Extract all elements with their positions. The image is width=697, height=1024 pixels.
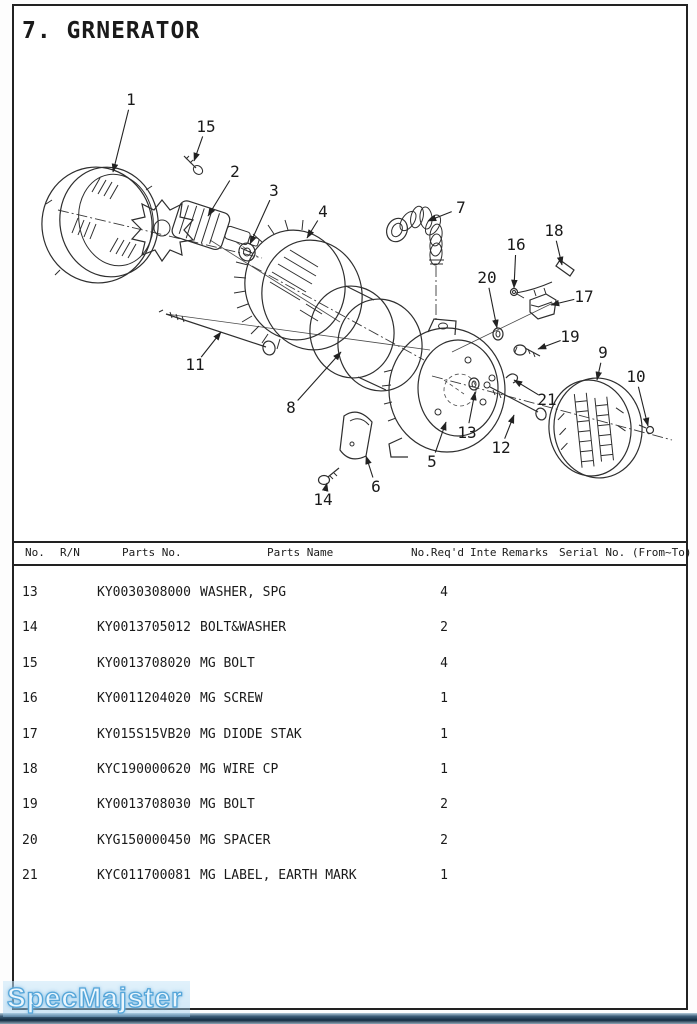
- cell-parts-no: KYC011700081: [97, 868, 191, 884]
- cell-parts-no: KYC190000620: [97, 762, 191, 777]
- part-7-flexible-duct: [383, 205, 444, 266]
- header-no: No.: [25, 546, 45, 559]
- cell-parts-no: KY0013708030: [97, 797, 191, 813]
- cell-parts-name: BOLT&WASHER: [200, 620, 287, 636]
- cell-parts-name: MG SCREW: [200, 691, 263, 707]
- cell-no: 16: [22, 691, 38, 707]
- callout-number-20: 20: [477, 268, 497, 287]
- part-6-bracket: [340, 412, 372, 459]
- table-row: [0, 656, 697, 673]
- page-title: 7. GRNERATOR: [22, 18, 201, 44]
- callout-number-2: 2: [230, 162, 240, 181]
- header-inte: Inte: [470, 546, 497, 559]
- callout-number-9: 9: [598, 343, 608, 362]
- header-remarks: Remarks: [502, 546, 549, 559]
- table-row: [0, 620, 697, 637]
- callout-number-21: 21: [537, 390, 557, 409]
- cell-parts-no: KY0011204020: [97, 691, 191, 707]
- table-row: [0, 585, 697, 602]
- cell-qty: 2: [440, 620, 448, 636]
- part-11-through-bolt: [159, 310, 277, 356]
- callout-leader-11: [201, 332, 221, 357]
- header-serial: Serial No. (From~To): [559, 546, 692, 559]
- cell-parts-name: MG BOLT: [200, 655, 255, 671]
- header-parts-name: Parts Name: [267, 546, 334, 559]
- cell-parts-name: MG BOLT: [200, 797, 255, 813]
- cell-qty: 4: [440, 585, 448, 600]
- part-13-washer: [469, 378, 479, 390]
- callout-leader-12: [505, 415, 514, 439]
- part-14-bolt: [319, 468, 340, 485]
- cell-parts-no: KYG150000450: [97, 832, 191, 848]
- callout-number-3: 3: [269, 181, 279, 200]
- callout-leader-9: [597, 363, 601, 380]
- part-8-cylinder: [304, 281, 428, 397]
- cell-parts-no: KY0030308000: [97, 585, 191, 600]
- callout-number-14: 14: [313, 490, 333, 509]
- header-no-reqd: No.Req'd: [411, 546, 464, 559]
- part-18-wire-cp: [516, 260, 574, 293]
- cell-no: 19: [22, 797, 38, 813]
- table-row: [0, 833, 697, 850]
- callout-number-19: 19: [560, 327, 580, 346]
- cell-no: 21: [22, 868, 38, 884]
- callout-number-11: 11: [185, 355, 205, 374]
- callout-number-15: 15: [196, 117, 216, 136]
- callout-leader-20: [489, 288, 497, 328]
- callout-leader-17: [551, 299, 574, 305]
- callout-leader-1: [113, 110, 129, 172]
- cell-parts-name: MG SPACER: [200, 832, 271, 848]
- cell-qty: 1: [440, 868, 448, 884]
- part-1-end-cover: [33, 158, 167, 291]
- cell-parts-no: KY015S15VB20: [97, 726, 191, 742]
- cell-parts-name: MG DIODE STAK: [200, 726, 302, 742]
- header-rn: R/N: [60, 546, 80, 559]
- callout-leader-16: [514, 255, 516, 288]
- cell-no: 17: [22, 726, 38, 742]
- callout-leader-3: [250, 200, 270, 244]
- table-top-rule: [12, 541, 688, 543]
- cell-parts-name: MG LABEL, EARTH MARK: [200, 868, 357, 884]
- callout-leader-5: [435, 422, 446, 453]
- watermark: SpecMajster: [3, 981, 190, 1017]
- part-16-mg-screw: [511, 289, 525, 299]
- cell-qty: 2: [440, 832, 448, 848]
- callout-leader-10: [638, 387, 648, 426]
- cell-qty: 1: [440, 762, 448, 777]
- table-header: [0, 546, 697, 562]
- callout-number-1: 1: [126, 90, 136, 109]
- callout-number-8: 8: [286, 398, 296, 417]
- table-row: [0, 727, 697, 744]
- part-3-washer: [236, 241, 258, 263]
- callout-number-6: 6: [371, 477, 381, 496]
- callout-number-18: 18: [544, 221, 564, 240]
- callout-number-17: 17: [574, 287, 594, 306]
- cell-no: 13: [22, 585, 38, 600]
- table-row: [0, 691, 697, 708]
- callout-number-10: 10: [626, 367, 646, 386]
- callout-number-5: 5: [427, 452, 437, 471]
- part-4-stator: [234, 220, 371, 358]
- callout-number-7: 7: [456, 198, 466, 217]
- cell-no: 20: [22, 832, 38, 848]
- header-parts-no: Parts No.: [122, 546, 182, 559]
- cell-parts-name: WASHER, SPG: [200, 585, 287, 600]
- callout-number-16: 16: [506, 235, 526, 254]
- table-header-rule: [12, 564, 688, 566]
- cell-qty: 2: [440, 797, 448, 813]
- cell-no: 15: [22, 655, 38, 671]
- callout-leader-6: [366, 456, 373, 477]
- callout-number-12: 12: [491, 438, 511, 457]
- cell-no: 18: [22, 762, 38, 777]
- part-19-mg-bolt: [514, 345, 540, 357]
- callout-number-4: 4: [318, 202, 328, 221]
- cell-parts-no: KY0013705012: [97, 620, 191, 636]
- cell-qty: 1: [440, 726, 448, 742]
- center-axis-lines: [58, 210, 672, 440]
- exploded-diagram: [0, 60, 697, 538]
- table-row: [0, 868, 697, 885]
- cell-no: 14: [22, 620, 38, 636]
- callout-leader-13: [469, 392, 475, 423]
- cell-parts-name: MG WIRE CP: [200, 762, 279, 777]
- table-row: [0, 797, 697, 814]
- cell-qty: 4: [440, 655, 448, 671]
- callout-number-13: 13: [457, 423, 477, 442]
- cell-parts-no: KY0013708020: [97, 655, 191, 671]
- callout-leader-19: [538, 341, 561, 349]
- cell-qty: 1: [440, 691, 448, 707]
- callout-leader-21: [514, 380, 538, 395]
- part-9-grille-cover: [544, 374, 647, 483]
- table-row: [0, 762, 697, 779]
- callout-leader-15: [194, 136, 203, 161]
